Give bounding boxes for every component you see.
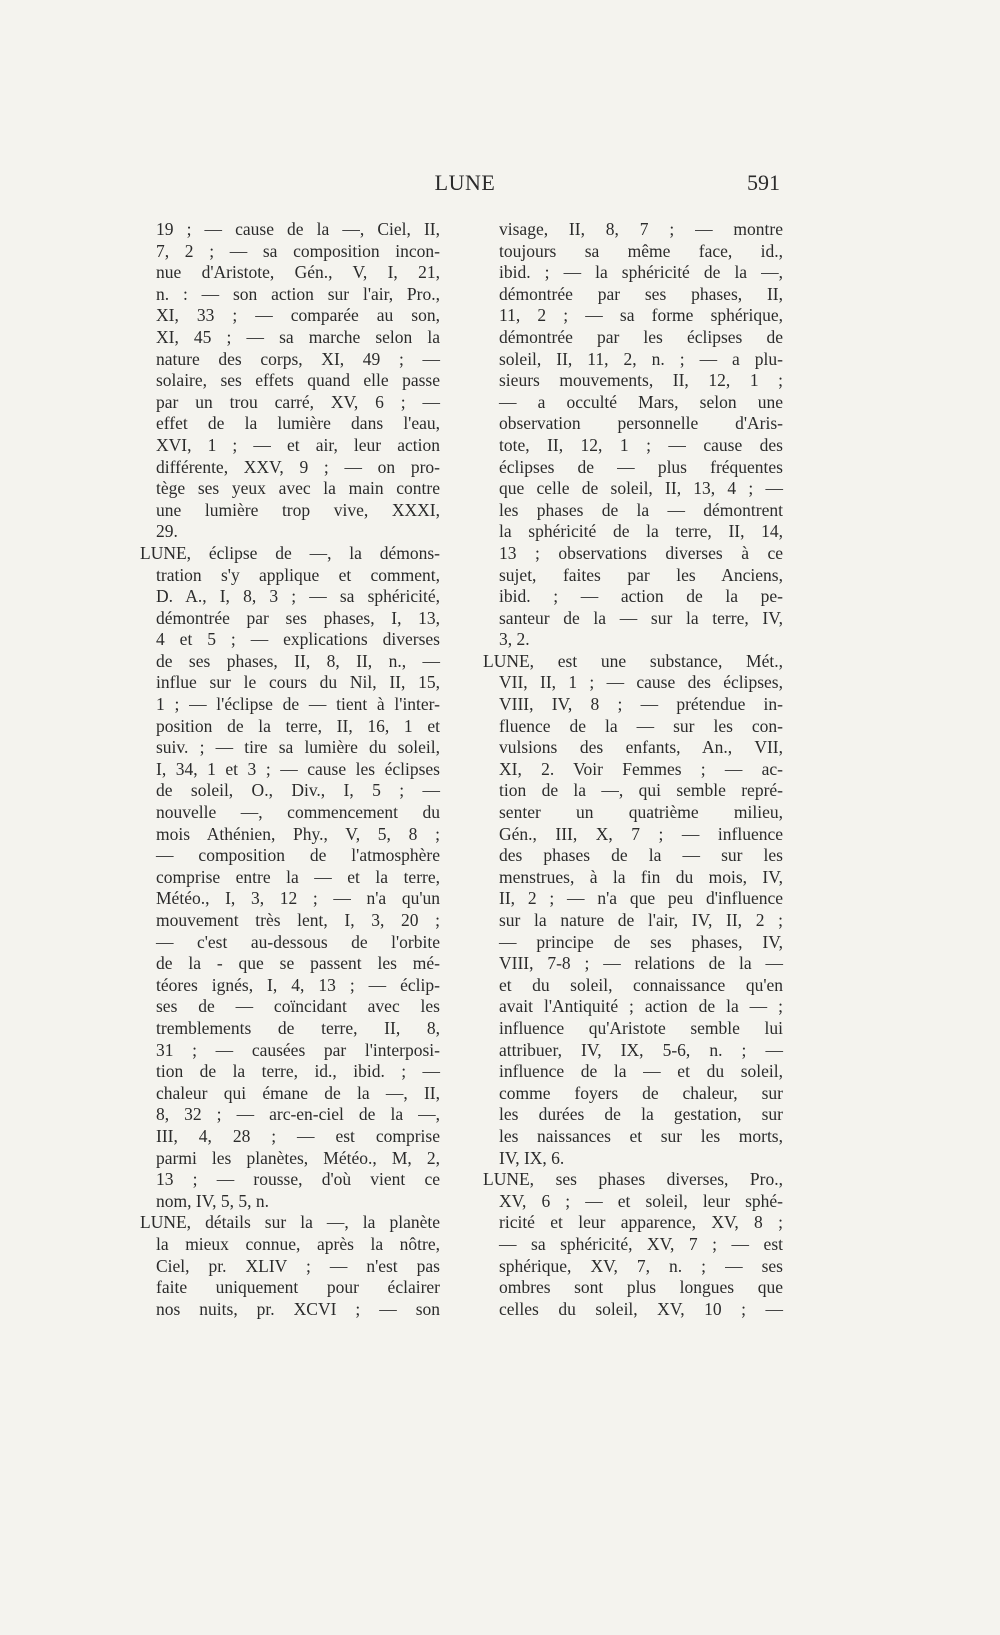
- index-line: soleil, II, 11, 2, n. ; — a plu-: [499, 348, 783, 369]
- index-line: D. A., I, 8, 3 ; — sa sphéricité,: [156, 586, 440, 607]
- index-line: démontrée par ses phases, I, 13,: [156, 607, 440, 628]
- index-line: ombres sont plus longues que: [499, 1277, 783, 1298]
- index-line: III, 4, 28 ; — est comprise: [156, 1125, 440, 1146]
- index-line: 1 ; — l'éclipse de — tient à l'inter-: [156, 694, 440, 715]
- running-head: LUNE: [434, 170, 496, 195]
- entry-heading-line: LUNE, ses phases diverses, Pro.,: [483, 1169, 783, 1190]
- index-line: position de la terre, II, 16, 1 et: [156, 715, 440, 736]
- index-line: XI, 33 ; — comparée au son,: [156, 305, 440, 326]
- index-line: mouvement très lent, I, 3, 20 ;: [156, 910, 440, 930]
- right-column: [483, 219, 783, 1320]
- index-line: influence de la — et du soleil,: [499, 1061, 783, 1082]
- index-line: 19 ; — cause de la —, Ciel, II,: [156, 219, 440, 239]
- index-line: éclipses de — plus fréquentes: [499, 456, 783, 477]
- index-line: avait l'Antiquité ; action de la — ;: [499, 996, 783, 1017]
- index-line: démontrée par les éclipses de: [499, 326, 783, 347]
- index-line: I, 34, 1 et 3 ; — cause les éclipses: [156, 758, 440, 779]
- index-line: nouvelle —, commencement du: [156, 802, 440, 823]
- index-line: menstrues, à la fin du mois, IV,: [499, 866, 783, 887]
- index-line: tion de la terre, id., ibid. ; —: [156, 1061, 440, 1082]
- index-line: senter un quatrième milieu,: [499, 802, 783, 823]
- index-line: parmi les planètes, Météo., M, 2,: [156, 1147, 440, 1168]
- index-line: sieurs mouvements, II, 12, 1 ;: [499, 370, 783, 391]
- index-line: VII, II, 1 ; — cause des éclipses,: [499, 672, 783, 693]
- entry-heading-line: LUNE, détails sur la —, la planète: [140, 1212, 440, 1233]
- index-line: observation personnelle d'Aris-: [499, 413, 783, 434]
- index-line: 8, 32 ; — arc-en-ciel de la —,: [156, 1104, 440, 1125]
- index-line: la sphéricité de la terre, II, 14,: [499, 521, 783, 542]
- index-line: tège ses yeux avec la main contre: [156, 478, 440, 499]
- index-line: IV, IX, 6.: [499, 1147, 565, 1168]
- index-line: solaire, ses effets quand elle passe: [156, 370, 440, 391]
- index-line: ibid. ; — action de la pe-: [499, 586, 783, 607]
- index-line: des phases de la — sur les: [499, 845, 783, 866]
- index-line: — c'est au-dessous de l'orbite: [156, 931, 440, 952]
- index-line: de ses phases, II, 8, II, n., —: [156, 650, 440, 671]
- index-line: comprise entre la — et la terre,: [156, 866, 440, 887]
- index-line: — principe de ses phases, IV,: [499, 931, 783, 952]
- index-line: comme foyers de chaleur, sur: [499, 1082, 783, 1103]
- entry-heading-line: LUNE, éclipse de —, la démons-: [140, 542, 440, 563]
- index-line: nom, IV, 5, 5, n.: [156, 1190, 269, 1211]
- left-column: [140, 219, 440, 1320]
- index-line: 13 ; — rousse, d'où vient ce: [156, 1169, 440, 1190]
- index-line: de la - que se passent les mé-: [156, 953, 440, 974]
- index-line: n. : — son action sur l'air, Pro.,: [156, 283, 440, 304]
- index-line: sur la nature de l'air, IV, II, 2 ;: [499, 910, 783, 930]
- index-line: téores ignés, I, 4, 13 ; — éclip-: [156, 974, 440, 995]
- entry-heading-line: LUNE, est une substance, Mét.,: [483, 650, 783, 671]
- index-line: nature des corps, XI, 49 ; —: [156, 348, 440, 369]
- index-line: 7, 2 ; — sa composition incon-: [156, 240, 440, 261]
- index-line: suiv. ; — tire sa lumière du soleil,: [156, 737, 440, 758]
- page-number: 591: [747, 170, 780, 195]
- index-line: XVI, 1 ; — et air, leur action: [156, 434, 440, 455]
- index-line: influence qu'Aristote semble lui: [499, 1017, 783, 1038]
- index-line: — composition de l'atmosphère: [156, 845, 440, 866]
- index-line: nue d'Aristote, Gén., V, I, 21,: [156, 262, 440, 283]
- index-line: démontrée par ses phases, II,: [499, 283, 783, 304]
- index-line: ibid. ; — la sphéricité de la —,: [499, 262, 783, 283]
- index-line: les naissances et sur les morts,: [499, 1125, 783, 1146]
- index-line: celles du soleil, XV, 10 ; —: [499, 1298, 783, 1319]
- index-line: Ciel, pr. XLIV ; — n'est pas: [156, 1255, 440, 1276]
- index-line: VIII, 7-8 ; — relations de la —: [499, 953, 783, 974]
- index-line: chaleur qui émane de la —, II,: [156, 1082, 440, 1103]
- index-line: mois Athénien, Phy., V, 5, 8 ;: [156, 823, 440, 844]
- index-line: sujet, faites par les Anciens,: [499, 564, 783, 585]
- index-line: que celle de soleil, II, 13, 4 ; —: [499, 478, 783, 499]
- index-line: 4 et 5 ; — explications diverses: [156, 629, 440, 650]
- index-line: sphérique, XV, 7, n. ; — ses: [499, 1255, 783, 1276]
- index-line: XV, 6 ; — et soleil, leur sphé-: [499, 1190, 783, 1211]
- index-line: les durées de la gestation, sur: [499, 1104, 783, 1125]
- index-line: XI, 45 ; — sa marche selon la: [156, 326, 440, 347]
- index-line: nos nuits, pr. XCVI ; — son: [156, 1298, 440, 1319]
- index-line: II, 2 ; — n'a que peu d'influence: [499, 888, 783, 909]
- index-line: influe sur le cours du Nil, II, 15,: [156, 672, 440, 693]
- index-line: et du soleil, connaissance qu'en: [499, 974, 783, 995]
- index-line: attribuer, IV, IX, 5-6, n. ; —: [499, 1039, 783, 1060]
- index-line: Gén., III, X, 7 ; — influence: [499, 823, 783, 844]
- index-line: les phases de la — démontrent: [499, 499, 783, 520]
- index-line: effet de la lumière dans l'eau,: [156, 413, 440, 434]
- index-line: par un trou carré, XV, 6 ; —: [156, 391, 440, 412]
- index-line: ses de — coïncidant avec les: [156, 996, 440, 1017]
- index-line: tote, II, 12, 1 ; — cause des: [499, 434, 783, 455]
- index-line: vulsions des enfants, An., VII,: [499, 737, 783, 758]
- index-line: visage, II, 8, 7 ; — montre: [499, 219, 783, 239]
- index-line: 11, 2 ; — sa forme sphérique,: [499, 305, 783, 326]
- index-line: 31 ; — causées par l'interposi-: [156, 1039, 440, 1060]
- index-line: toujours sa même face, id.,: [499, 240, 783, 261]
- index-line: 29.: [156, 521, 178, 542]
- page-header: [150, 170, 780, 200]
- index-line: différente, XXV, 9 ; — on pro-: [156, 456, 440, 477]
- index-line: la mieux connue, après la nôtre,: [156, 1233, 440, 1254]
- index-line: de soleil, O., Div., I, 5 ; —: [156, 780, 440, 801]
- index-line: Météo., I, 3, 12 ; — n'a qu'un: [156, 888, 440, 909]
- index-line: tion de la —, qui semble repré-: [499, 780, 783, 801]
- index-line: une lumière trop vive, XXXI,: [156, 499, 440, 520]
- index-line: — sa sphéricité, XV, 7 ; — est: [499, 1233, 783, 1254]
- index-line: santeur de la — sur la terre, IV,: [499, 607, 783, 628]
- index-line: XI, 2. Voir Femmes ; — ac-: [499, 758, 783, 779]
- index-line: ricité et leur apparence, XV, 8 ;: [499, 1212, 783, 1233]
- index-line: fluence de la — sur les con-: [499, 715, 783, 736]
- index-line: 3, 2.: [499, 629, 530, 650]
- index-line: 13 ; observations diverses à ce: [499, 542, 783, 563]
- index-line: tration s'y applique et comment,: [156, 564, 440, 585]
- index-line: faite uniquement pour éclairer: [156, 1277, 440, 1298]
- index-line: VIII, IV, 8 ; — prétendue in-: [499, 694, 783, 715]
- index-line: — a occulté Mars, selon une: [499, 391, 783, 412]
- index-line: tremblements de terre, II, 8,: [156, 1017, 440, 1038]
